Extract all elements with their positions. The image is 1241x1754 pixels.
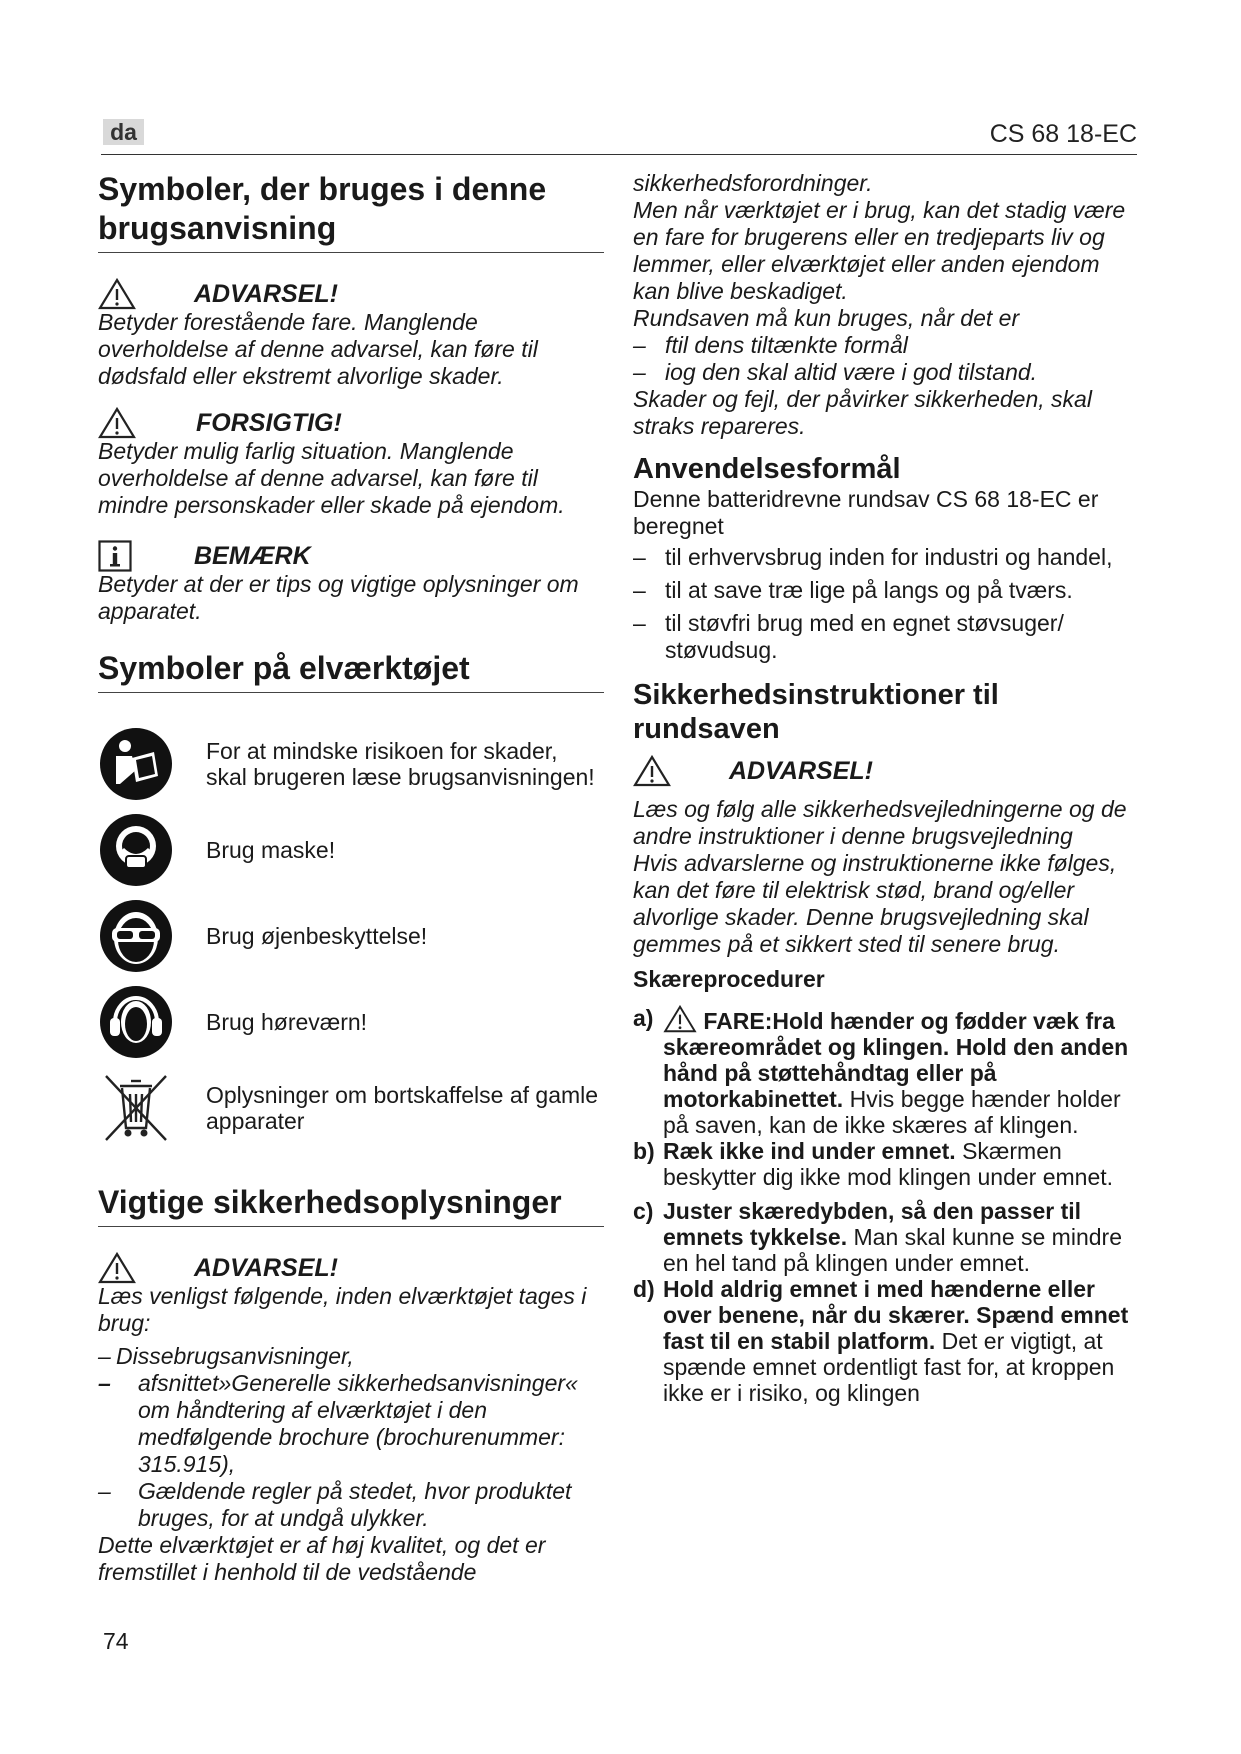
tool-symbols-heading: Symboler på elværktøjet bbox=[98, 649, 604, 693]
instructions-warning-label: ADVARSEL! bbox=[729, 756, 873, 785]
note-signal bbox=[98, 541, 604, 571]
safety-tail: Dette elværktøjet er af høj kvalitet, og det er fremstillet i henhold til de vedstående bbox=[98, 1532, 546, 1585]
step-letter: a) bbox=[633, 1005, 654, 1031]
tool-symbols-list bbox=[98, 721, 604, 1151]
info-icon bbox=[98, 540, 132, 572]
right-column bbox=[633, 170, 1143, 1406]
step-bold-text: FARE:Hold hænder og fødder væk fra skæreområdet og klingen. Hold den anden hånd på støttehåndtag eller på motorkabinettet. bbox=[663, 1008, 1129, 1112]
warning-triangle-icon bbox=[98, 1252, 136, 1284]
step-letter: d) bbox=[633, 1276, 655, 1302]
safety-intro: Læs venligst følgende, inden elværktøjet tages i brug: bbox=[98, 1283, 587, 1336]
note-text: Betyder at der er tips og vigtige oplysninger om apparatet. bbox=[98, 571, 579, 624]
instructions-text-1: Læs og følg alle sikkerhedsvejledningerne og de andre instruktioner i denne brugsvejledning bbox=[633, 796, 1127, 849]
danger-paragraph: Men når værktøjet er i brug, kan det stadig være en fare for brugerens eller en tredjeparts liv og lemmer, eller elværktøjet eller anden ejendom kan blive beskadiget. bbox=[633, 197, 1126, 304]
safety-heading: Vigtige sikkerhedsoplysninger bbox=[98, 1183, 604, 1227]
left-column bbox=[98, 170, 604, 1586]
safety-list-item: – afsnittet»Generelle sikkerhedsanvisninger« om håndtering af elværktøjet i den medfølgende brochure (brochurenummer: 315.915), bbox=[98, 1370, 578, 1477]
step-text: Hvis begge hænder holder på saven, kan de ikke skæres af klingen. bbox=[663, 1086, 1121, 1138]
symbol-text: Brug maske! bbox=[206, 837, 336, 863]
step-letter: c) bbox=[633, 1198, 654, 1224]
procedure-step bbox=[633, 1198, 1143, 1276]
caution-text: Betyder mulig farlig situation. Manglende overholdelse af denne advarsel, kan føre til mindre personskader eller skade på ejendom. bbox=[98, 438, 565, 518]
header-divider bbox=[101, 154, 1137, 155]
purpose-item: – til at save træ lige på langs og på tværs. bbox=[633, 577, 1073, 603]
language-tag: da bbox=[103, 119, 144, 145]
step-bold-text: Juster skæredybden, så den passer til emnets tykkelse. bbox=[663, 1198, 1082, 1250]
symbol-text: Brug høreværn! bbox=[206, 1009, 368, 1035]
procedure-step bbox=[633, 1005, 1143, 1138]
symbol-row bbox=[98, 979, 604, 1065]
repair-paragraph: Skader og fejl, der påvirker sikkerheden, skal straks repareres. bbox=[633, 386, 1092, 439]
condition-item: – ftil dens tiltænkte formål bbox=[633, 332, 908, 358]
note-label: BEMÆRK bbox=[194, 541, 311, 570]
safety-warning-label: ADVARSEL! bbox=[194, 1253, 338, 1282]
procedure-step bbox=[633, 1276, 1143, 1406]
symbol-row bbox=[98, 1065, 604, 1151]
condition-item: – iog den skal altid være i god tilstand. bbox=[633, 359, 1038, 385]
symbol-row bbox=[98, 807, 604, 893]
danger-triangle-icon bbox=[663, 1005, 697, 1033]
purpose-item: – til støvfri brug med en egnet støvsuger/ støvudsug. bbox=[633, 610, 1064, 663]
procedure-step bbox=[633, 1138, 1143, 1190]
instructions-warning-signal bbox=[633, 756, 1143, 786]
symbol-text: For at mindske risikoen for skader, skal brugeren læse brugsanvisningen! bbox=[206, 738, 595, 790]
step-bold-text: Hold aldrig emnet i med hænderne eller over benene, når du skærer. Spænd emnet fast til en stabil platform. bbox=[663, 1276, 1129, 1354]
caution-signal bbox=[98, 408, 604, 438]
warning-triangle-icon bbox=[633, 755, 671, 787]
purpose-item: – til erhvervsbrug inden for industri og handel, bbox=[633, 544, 1113, 570]
purpose-intro: Denne batteridrevne rundsav CS 68 18-EC er beregnet bbox=[633, 486, 1099, 539]
purpose-heading: Anvendelsesformål bbox=[633, 453, 901, 485]
warning-label: ADVARSEL! bbox=[194, 279, 338, 308]
step-bold-text: Ræk ikke ind under emnet. bbox=[663, 1138, 956, 1164]
symbol-row bbox=[98, 893, 604, 979]
safety-list-item: – Dissebrugsanvisninger, bbox=[98, 1343, 354, 1369]
warning-triangle-icon bbox=[98, 278, 136, 310]
model-name: CS 68 18-EC bbox=[989, 120, 1137, 148]
symbols-heading: Symboler, der bruges i denne brugsanvisning bbox=[98, 170, 604, 253]
step-letter: b) bbox=[633, 1138, 655, 1164]
usage-condition-intro: Rundsaven må kun bruges, når det er bbox=[633, 305, 1020, 331]
hearing-protection-icon bbox=[98, 984, 174, 1060]
weee-disposal-icon bbox=[98, 1070, 174, 1146]
step-text: Skærmen beskytter dig ikke mod klingen under emnet. bbox=[663, 1138, 1114, 1190]
eye-protection-icon bbox=[98, 898, 174, 974]
safety-list-item: – Gældende regler på stedet, hvor produktet bruges, for at undgå ulykker. bbox=[98, 1478, 572, 1531]
symbol-text: Oplysninger om bortskaffelse af gamle apparater bbox=[206, 1082, 599, 1134]
continued-text: sikkerhedsforordninger. bbox=[633, 170, 873, 196]
caution-label: FORSIGTIG! bbox=[196, 408, 342, 437]
procedure-heading: Skæreprocedurer bbox=[633, 966, 825, 992]
step-text: Man skal kunne se mindre en hel tand på klingen under emnet. bbox=[663, 1224, 1122, 1276]
read-manual-icon bbox=[98, 726, 174, 802]
instructions-text-2: Hvis advarslerne og instruktionerne ikke følges, kan det føre til elektrisk stød, brand og/eller alvorlige skader. Denne brugsvejledning skal gemmes på et sikkert sted til senere brug. bbox=[633, 850, 1117, 957]
instructions-heading: Sikkerhedsinstruktioner til rundsaven bbox=[633, 679, 999, 745]
wear-mask-icon bbox=[98, 812, 174, 888]
caution-triangle-icon bbox=[98, 407, 136, 439]
warning-signal bbox=[98, 279, 604, 309]
page-number: 74 bbox=[103, 1628, 129, 1654]
step-text: Det er vigtigt, at spænde emnet ordentligt fast for, at kroppen ikke er i risiko, og klingen bbox=[663, 1328, 1115, 1406]
symbol-row bbox=[98, 721, 604, 807]
warning-text: Betyder forestående fare. Manglende overholdelse af denne advarsel, kan føre til dødsfald eller ekstremt alvorlige skader. bbox=[98, 309, 538, 389]
symbol-text: Brug øjenbeskyttelse! bbox=[206, 923, 428, 949]
safety-warning-signal bbox=[98, 1253, 604, 1283]
